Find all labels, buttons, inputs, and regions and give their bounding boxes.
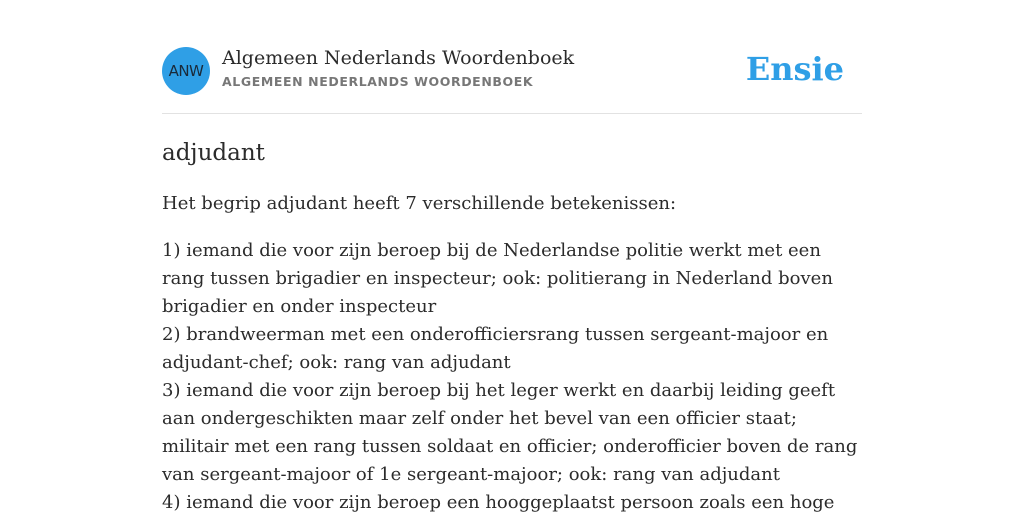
meanings-list (162, 237, 862, 512)
source-title[interactable]: Algemeen Nederlands Woordenboek (222, 47, 575, 69)
meaning-item: 4) iemand die voor zijn beroep een hooggeplaatst persoon zoals een hoge (162, 492, 835, 512)
anw-logo[interactable]: ANW (162, 47, 210, 95)
header-divider (162, 113, 862, 114)
meaning-item: 1) iemand die voor zijn beroep bij de Nederlandse politie werkt met een rang tussen brigadier en inspecteur; ook: politierang in Nederland boven brigadier en onder inspecteur (162, 240, 833, 317)
entry-word: adjudant (162, 140, 265, 166)
page (162, 0, 862, 512)
meaning-item: 2) brandweerman met een onderofficiersrang tussen sergeant-majoor en adjudant-chef; ook: rang van adjudant (162, 324, 829, 373)
source-subtitle: ALGEMEEN NEDERLANDS WOORDENBOEK (222, 74, 534, 89)
ensie-logo-link[interactable]: Ensie (745, 50, 844, 88)
source-header (162, 47, 862, 97)
meaning-item: 3) iemand die voor zijn beroep bij het leger werkt en daarbij leiding geeft aan ondergeschikten maar zelf onder het bevel van een officier staat; militair met een rang tussen soldaat en officier; onderofficier boven de rang van sergeant-majoor of 1e sergeant-majoor; ook: rang van adjudant (162, 380, 858, 485)
entry-intro: Het begrip adjudant heeft 7 verschillende betekenissen: (162, 193, 677, 214)
